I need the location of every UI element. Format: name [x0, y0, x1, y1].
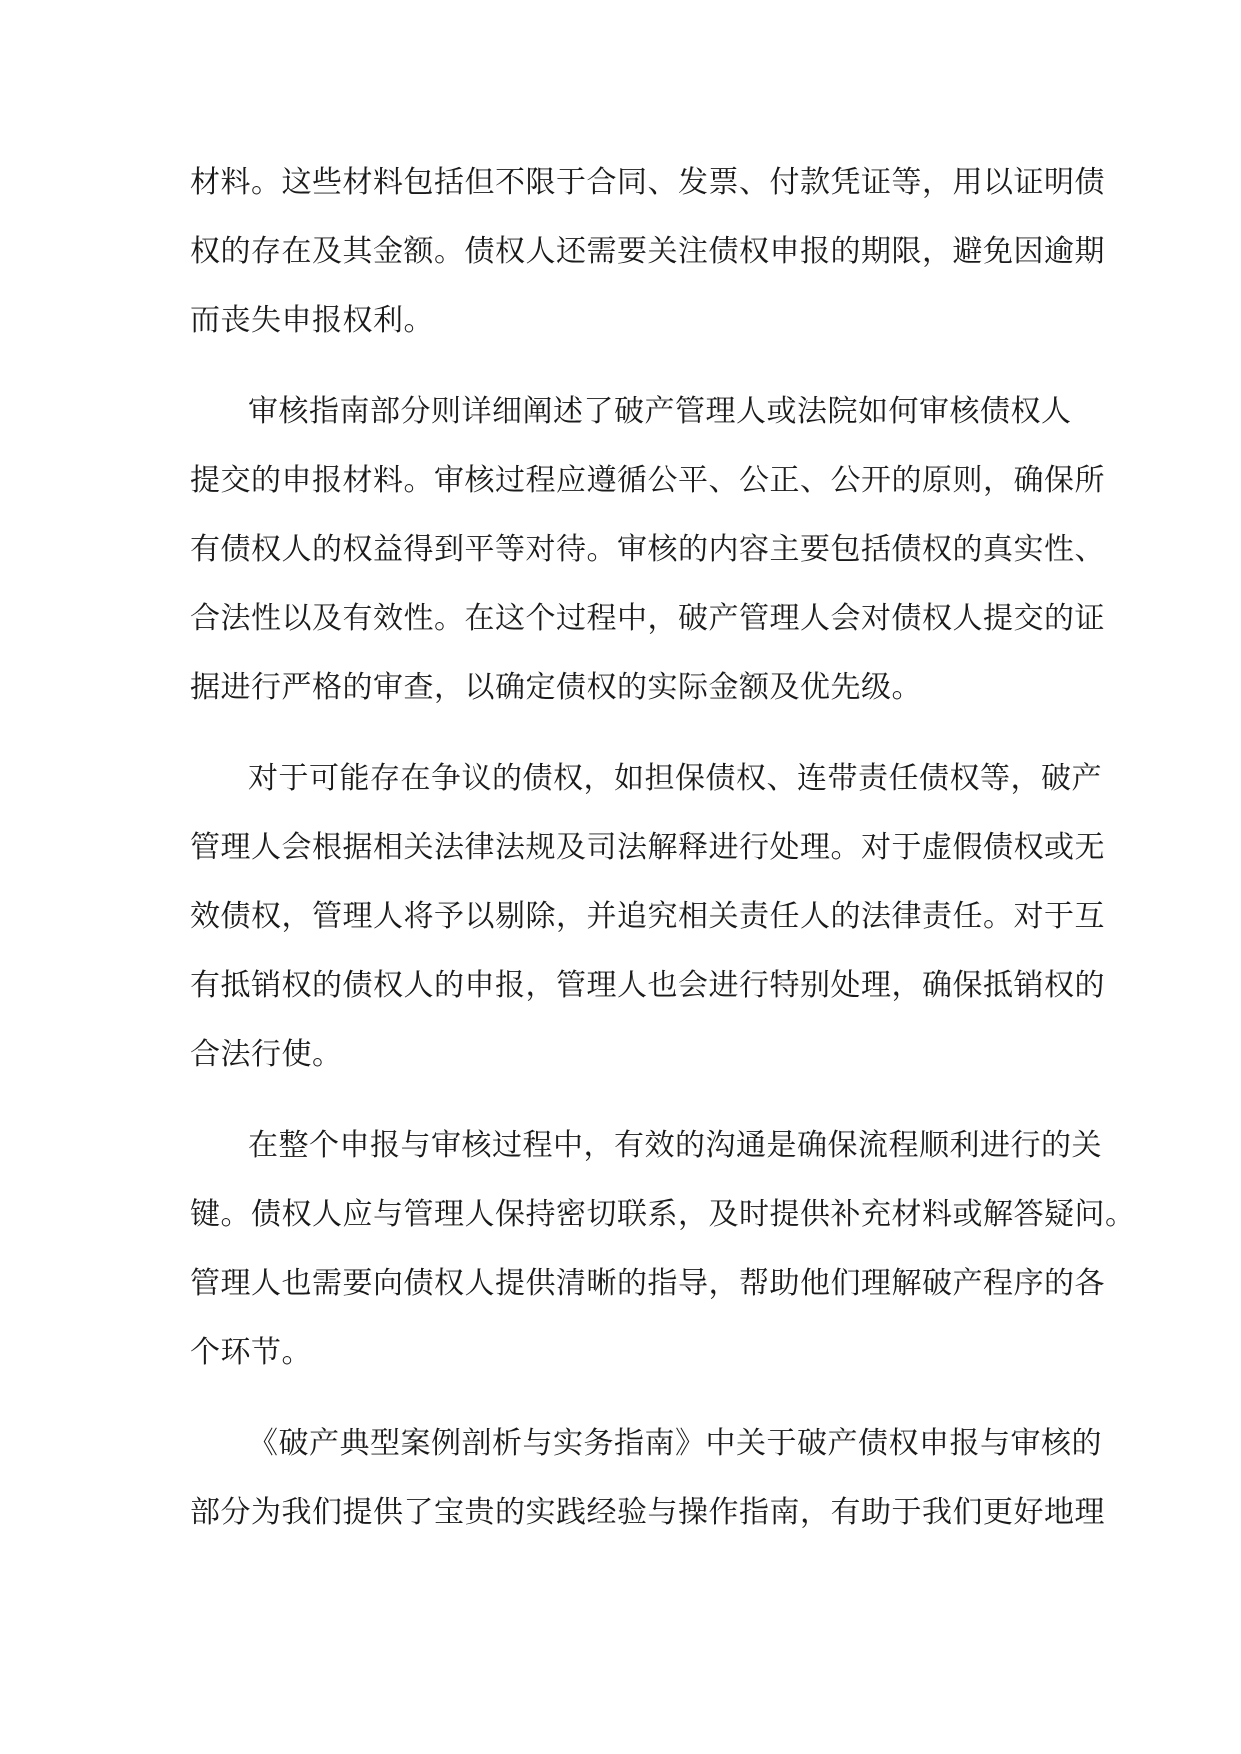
paragraph-4	[190, 1111, 1136, 1387]
text-line: 有抵销权的债权人的申报，管理人也会进行特别处理，确保抵销权的	[190, 968, 1105, 1003]
text-line: 有债权人的权益得到平等对待。审核的内容主要包括债权的真实性、	[190, 532, 1105, 567]
body-text	[190, 148, 1136, 1547]
paragraph-3	[190, 744, 1105, 1089]
text-line: 效债权，管理人将予以剔除，并追究相关责任人的法律责任。对于互	[190, 899, 1105, 934]
text-line: 提交的申报材料。审核过程应遵循公平、公正、公开的原则，确保所	[190, 463, 1105, 498]
text-line: 在整个申报与审核过程中，有效的沟通是确保流程顺利进行的关	[248, 1128, 1102, 1163]
paragraph-spacer	[190, 722, 1070, 744]
paragraph-spacer	[190, 1089, 1070, 1111]
text-line: 部分为我们提供了宝贵的实践经验与操作指南，有助于我们更好地理	[190, 1495, 1105, 1530]
text-line: 据进行严格的审查，以确定债权的实际金额及优先级。	[190, 670, 922, 705]
text-line: 合法行使。	[190, 1037, 343, 1072]
text-line: 管理人也需要向债权人提供清晰的指导，帮助他们理解破产程序的各	[190, 1266, 1105, 1301]
text-line: 审核指南部分则详细阐述了破产管理人或法院如何审核债权人	[248, 394, 1072, 429]
text-line: 权的存在及其金额。债权人还需要关注债权申报的期限，避免因逾期	[190, 234, 1105, 269]
text-line: 键。债权人应与管理人保持密切联系，及时提供补充材料或解答疑问。	[190, 1197, 1136, 1232]
text-line: 合法性以及有效性。在这个过程中，破产管理人会对债权人提交的证	[190, 601, 1105, 636]
paragraph-spacer	[190, 1387, 1070, 1409]
paragraph-5	[190, 1409, 1105, 1547]
text-line: 个环节。	[190, 1335, 312, 1370]
text-line: 管理人会根据相关法律法规及司法解释进行处理。对于虚假债权或无	[190, 830, 1105, 865]
paragraph-spacer	[190, 355, 1070, 377]
paragraph-2	[190, 377, 1105, 722]
text-line: 而丧失申报权利。	[190, 303, 434, 338]
text-line: 《破产典型案例剖析与实务指南》中关于破产债权申报与审核的	[248, 1426, 1102, 1461]
paragraph-1	[190, 148, 1105, 355]
text-line: 材料。这些材料包括但不限于合同、发票、付款凭证等，用以证明债	[190, 165, 1105, 200]
text-line: 对于可能存在争议的债权，如担保债权、连带责任债权等，破产	[248, 761, 1102, 796]
